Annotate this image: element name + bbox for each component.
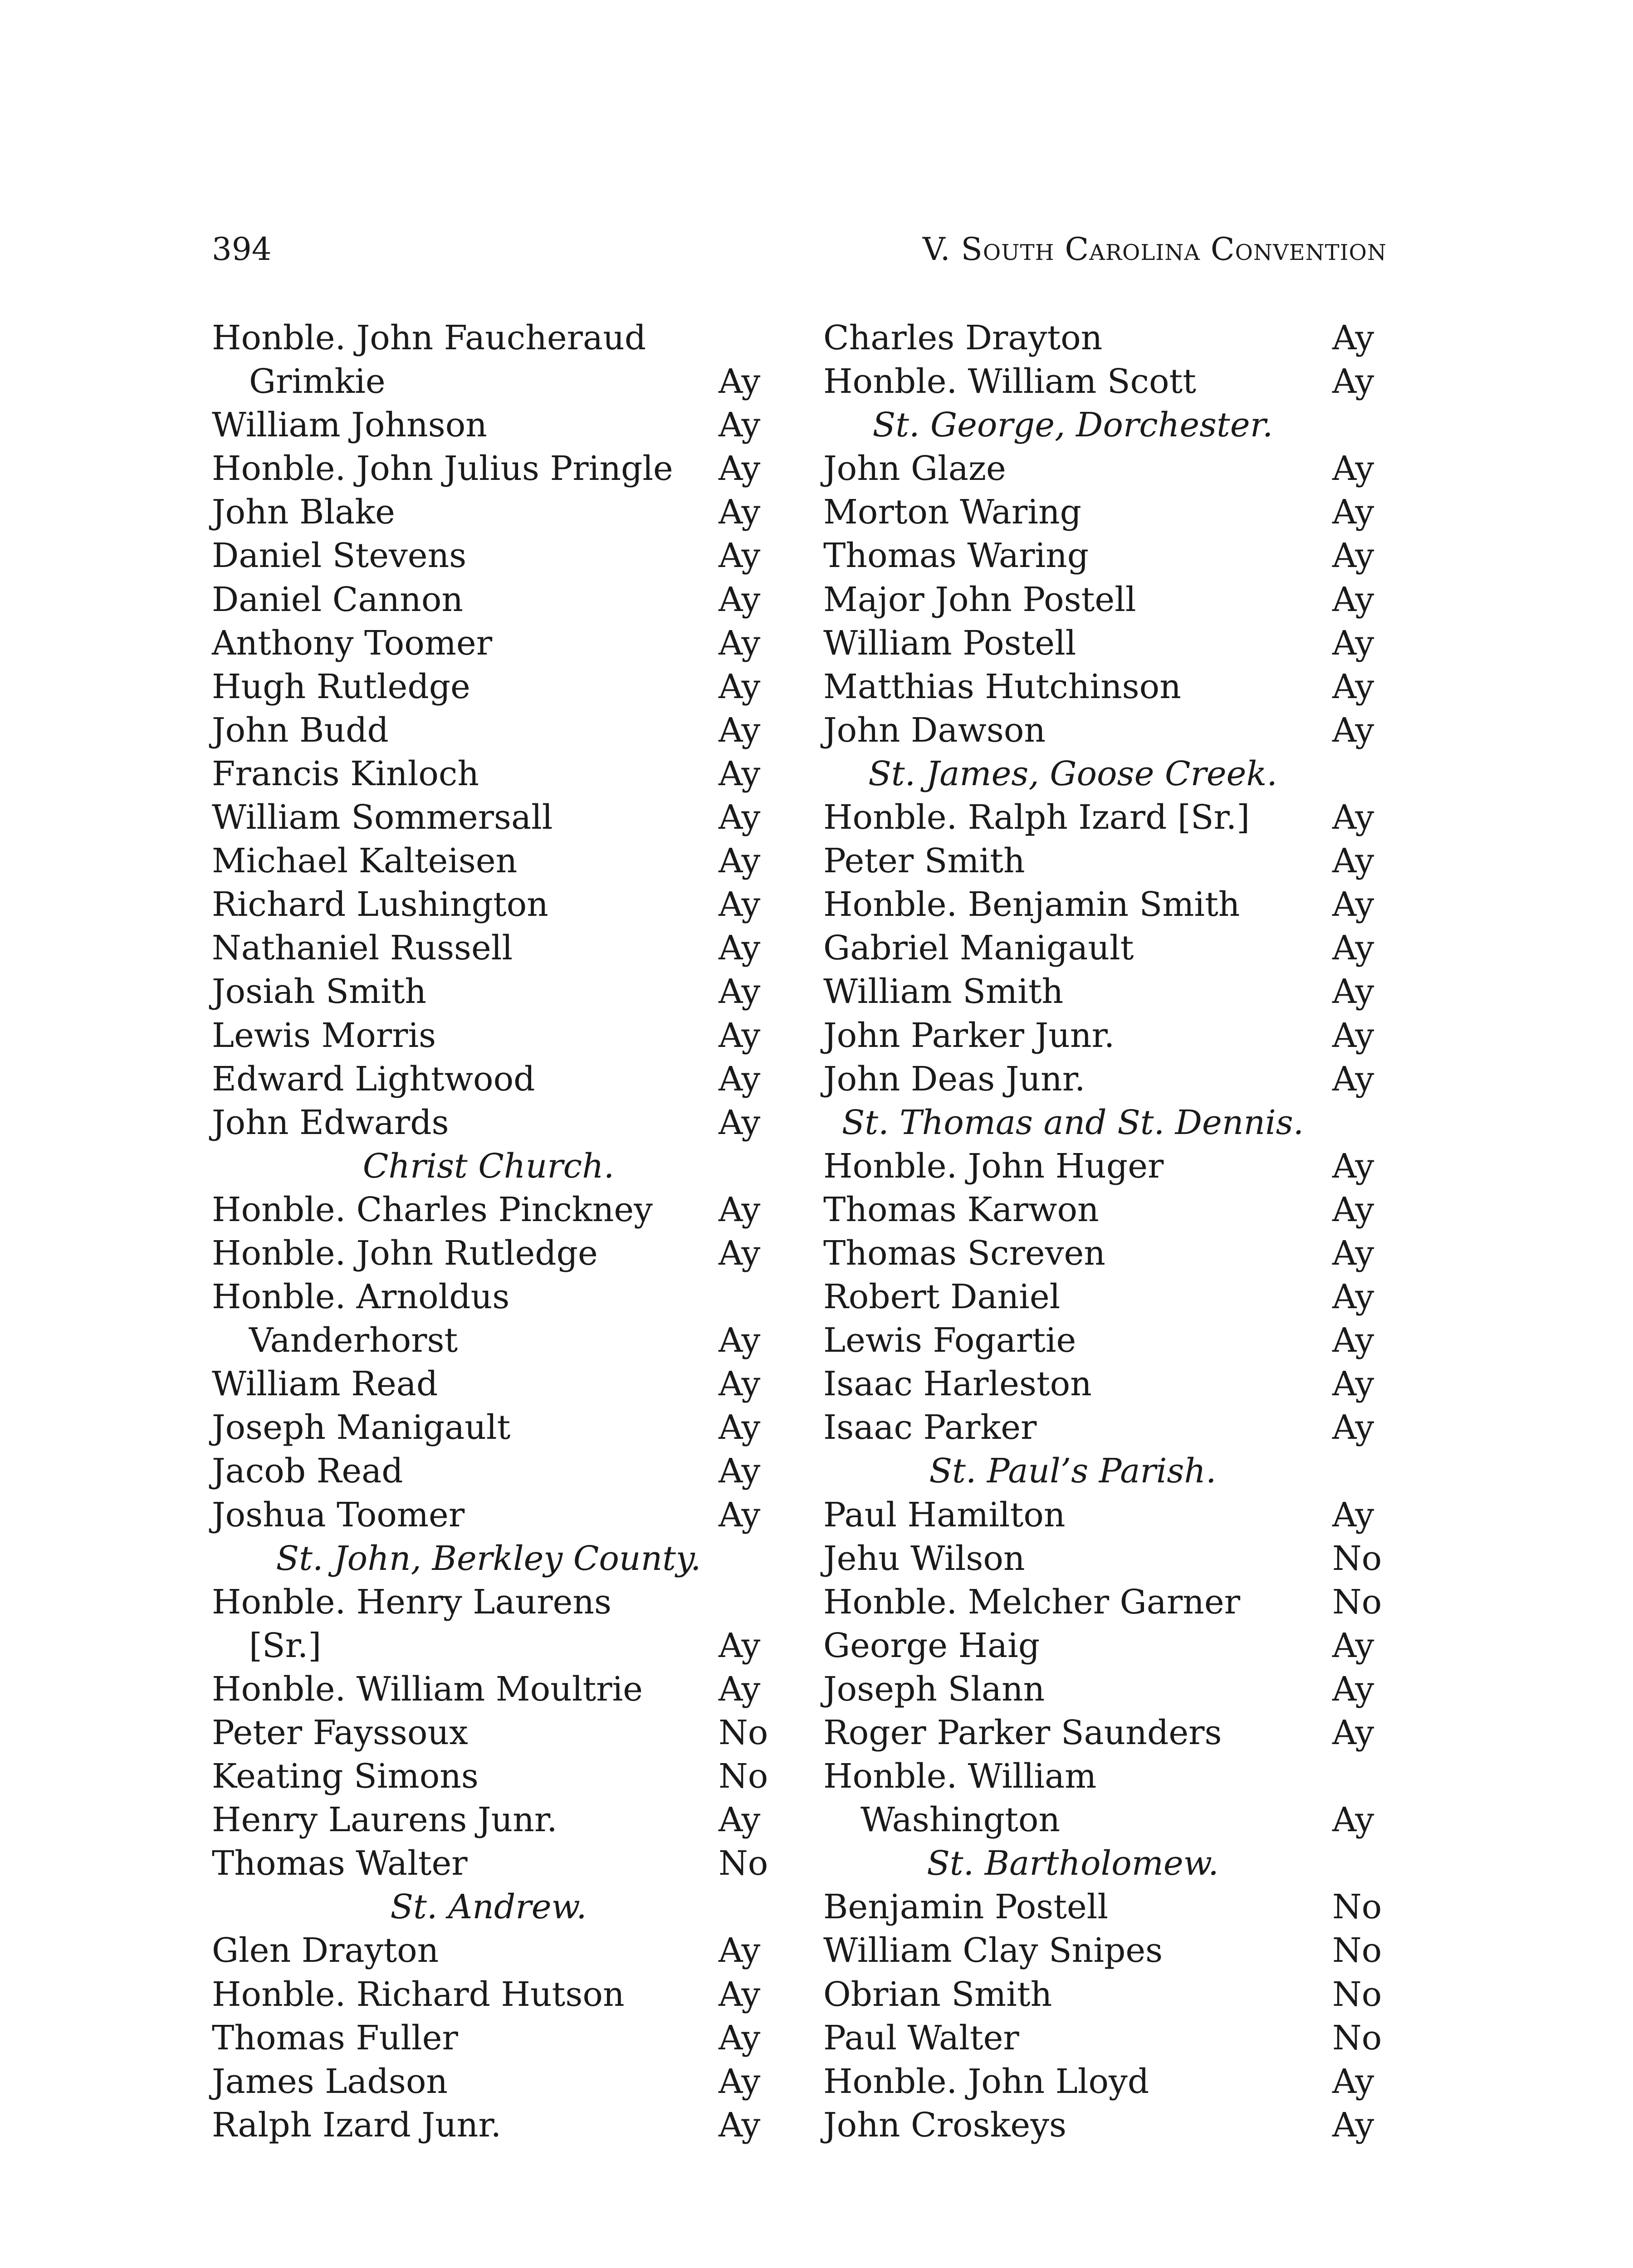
vote-entry	[823, 1493, 1381, 1537]
vote-entry	[212, 709, 770, 752]
vote-value: Ay	[1332, 885, 1374, 924]
member-name: Major John Postell	[823, 580, 1136, 619]
member-name: Peter Fayssoux	[212, 1713, 468, 1752]
vote-value: Ay	[719, 1495, 761, 1535]
vote-value: Ay	[719, 406, 761, 445]
right-column	[823, 316, 1381, 2147]
vote-entry	[212, 665, 770, 709]
vote-value: Ay	[719, 841, 761, 881]
vote-value: No	[719, 1844, 768, 1883]
member-name: Vanderhorst	[249, 1321, 458, 1360]
member-name: Honble. Richard Hutson	[212, 1975, 625, 2014]
member-name: John Dawson	[823, 710, 1046, 750]
vote-entry	[212, 1711, 770, 1755]
member-name: Honble. William Moultrie	[212, 1669, 643, 1709]
member-name: James Ladson	[212, 2062, 448, 2101]
vote-entry	[212, 578, 770, 621]
vote-value: Ay	[1332, 929, 1374, 968]
member-name: Charles Drayton	[823, 318, 1103, 357]
member-name: Washington	[861, 1800, 1061, 1840]
member-name: Lewis Fogartie	[823, 1321, 1076, 1360]
vote-entry	[823, 883, 1381, 926]
vote-value: Ay	[1332, 1626, 1374, 1665]
vote-value: Ay	[719, 1103, 761, 1142]
member-name: Honble. John Lloyd	[823, 2062, 1149, 2101]
vote-entry	[823, 1057, 1381, 1101]
vote-entry	[212, 1842, 770, 1885]
vote-value: No	[1332, 2018, 1382, 2058]
vote-value: Ay	[1332, 1408, 1374, 1447]
vote-value: Ay	[1332, 1016, 1374, 1055]
vote-entry	[212, 1493, 770, 1537]
vote-entry	[212, 2060, 770, 2103]
member-name: Honble. John Huger	[823, 1146, 1164, 1186]
vote-entry	[212, 752, 770, 796]
member-name: John Edwards	[212, 1103, 449, 1142]
member-name: Edward Lightwood	[212, 1059, 535, 1099]
section-heading: St. James, Goose Creek.	[868, 754, 1277, 793]
member-name: Daniel Cannon	[212, 580, 464, 619]
vote-entry	[212, 1014, 770, 1057]
member-name: Nathaniel Russell	[212, 929, 513, 968]
vote-value: Ay	[719, 1626, 761, 1665]
vote-value: Ay	[1332, 1233, 1374, 1273]
member-name: Isaac Parker	[823, 1408, 1037, 1447]
member-name: John Parker Junr.	[823, 1016, 1115, 1055]
vote-entry	[212, 621, 770, 665]
vote-value: Ay	[1332, 1800, 1374, 1840]
member-name: Francis Kinloch	[212, 754, 479, 793]
vote-entry	[212, 1755, 770, 1798]
member-name: John Croskeys	[823, 2105, 1066, 2145]
vote-value: Ay	[719, 580, 761, 619]
vote-entry	[212, 970, 770, 1013]
vote-value: Ay	[1332, 2105, 1374, 2145]
vote-entry	[823, 926, 1381, 970]
member-name: Grimkie	[249, 362, 386, 401]
vote-value: No	[719, 1713, 768, 1752]
member-name: William Clay Snipes	[823, 1931, 1163, 1970]
vote-value: Ay	[1332, 798, 1374, 837]
section-heading: Christ Church.	[362, 1146, 615, 1186]
vote-value: Ay	[1332, 1146, 1374, 1186]
vote-entry	[212, 1580, 770, 1624]
vote-entry	[823, 1711, 1381, 1755]
member-name: Joseph Slann	[823, 1669, 1045, 1709]
member-name: Obrian Smith	[823, 1975, 1052, 2014]
vote-value: No	[719, 1757, 768, 1796]
member-name: Honble. William Scott	[823, 362, 1197, 401]
vote-entry	[212, 796, 770, 839]
vote-entry	[823, 1755, 1381, 1798]
vote-entry	[823, 534, 1381, 577]
vote-entry	[212, 2016, 770, 2060]
vote-value: Ay	[1332, 362, 1374, 401]
vote-value: Ay	[719, 1059, 761, 1099]
vote-entry	[212, 926, 770, 970]
vote-value: Ay	[1332, 318, 1374, 357]
vote-value: Ay	[1332, 1364, 1374, 1404]
member-name: Morton Waring	[823, 493, 1081, 532]
vote-entry	[823, 447, 1381, 490]
vote-value: Ay	[1332, 1495, 1374, 1535]
vote-value: No	[1332, 1887, 1382, 1927]
section-heading: St. Thomas and St. Dennis.	[841, 1103, 1304, 1142]
vote-entry	[823, 839, 1381, 883]
member-name: Roger Parker Saunders	[823, 1713, 1222, 1752]
member-name: Honble. Arnoldus	[212, 1277, 510, 1317]
member-name: Paul Walter	[823, 2018, 1019, 2058]
vote-value: Ay	[719, 1016, 761, 1055]
vote-entry	[212, 1667, 770, 1711]
vote-entry	[823, 1929, 1381, 1972]
vote-value: Ay	[1332, 1669, 1374, 1709]
member-name: Thomas Fuller	[212, 2018, 458, 2058]
vote-entry	[823, 1973, 1381, 2016]
vote-entry	[823, 490, 1381, 534]
member-name: Honble. William	[823, 1757, 1097, 1796]
member-name: Ralph Izard Junr.	[212, 2105, 502, 2145]
vote-entry	[823, 2060, 1381, 2103]
section-heading: St. John, Berkley County.	[276, 1539, 701, 1578]
vote-value: Ay	[1332, 2062, 1374, 2101]
vote-entry	[823, 1188, 1381, 1232]
section-heading: St. Paul’s Parish.	[929, 1452, 1217, 1491]
member-name: Joshua Toomer	[212, 1495, 465, 1535]
page-header	[212, 227, 1387, 272]
member-name: Michael Kalteisen	[212, 841, 518, 881]
member-name: Honble. Melcher Garner	[823, 1582, 1241, 1622]
vote-entry	[212, 1449, 770, 1493]
section-heading: St. Bartholomew.	[927, 1844, 1219, 1883]
vote-entry	[823, 1014, 1381, 1057]
vote-entry	[823, 1275, 1381, 1319]
vote-entry	[823, 1537, 1381, 1580]
vote-entry	[823, 1667, 1381, 1711]
member-name: Daniel Stevens	[212, 536, 467, 576]
section-heading: St. George, Dorchester.	[872, 406, 1273, 445]
vote-value: Ay	[719, 2018, 761, 2058]
vote-entry	[823, 709, 1381, 752]
member-name: Gabriel Manigault	[823, 929, 1134, 968]
member-name: William Postell	[823, 623, 1076, 663]
vote-entry	[212, 1101, 770, 1144]
member-name: Matthias Hutchinson	[823, 667, 1181, 706]
vote-value: Ay	[719, 885, 761, 924]
vote-value: Ay	[719, 1931, 761, 1970]
vote-entry-continuation	[823, 1798, 1381, 1842]
vote-entry	[212, 1929, 770, 1972]
vote-value: Ay	[719, 1975, 761, 2014]
running-head: V. South Carolina Convention	[922, 231, 1387, 268]
vote-value: Ay	[719, 1321, 761, 1360]
vote-entry	[823, 1406, 1381, 1449]
vote-entry	[823, 360, 1381, 403]
vote-value: Ay	[719, 362, 761, 401]
vote-value: Ay	[1332, 1321, 1374, 1360]
vote-entry	[212, 447, 770, 490]
member-name: Thomas Screven	[823, 1233, 1105, 1273]
member-name: Benjamin Postell	[823, 1887, 1109, 1927]
member-name: John Blake	[212, 493, 395, 532]
vote-value: Ay	[1332, 493, 1374, 532]
vote-value: No	[1332, 1931, 1382, 1970]
member-name: William Read	[212, 1364, 438, 1404]
vote-entry-continuation	[212, 1624, 770, 1667]
member-name: Lewis Morris	[212, 1016, 436, 1055]
vote-entry	[212, 1362, 770, 1406]
member-name: Honble. John Rutledge	[212, 1233, 598, 1273]
member-name: Anthony Toomer	[212, 623, 493, 663]
vote-entry	[823, 621, 1381, 665]
member-name: Jehu Wilson	[823, 1539, 1025, 1578]
vote-value: Ay	[1332, 1713, 1374, 1752]
member-name: William Smith	[823, 972, 1064, 1012]
member-name: Henry Laurens Junr.	[212, 1800, 557, 1840]
member-name: Thomas Karwon	[823, 1190, 1099, 1229]
page-number: 394	[212, 231, 272, 268]
vote-entry	[212, 839, 770, 883]
vote-value: Ay	[1332, 449, 1374, 489]
vote-entry	[212, 1406, 770, 1449]
member-name: Honble. John Julius Pringle	[212, 449, 673, 489]
member-name: Hugh Rutledge	[212, 667, 470, 706]
vote-value: Ay	[719, 1190, 761, 1229]
vote-entry	[212, 1973, 770, 2016]
member-name: Honble. Charles Pinckney	[212, 1190, 653, 1229]
vote-value: Ay	[719, 493, 761, 532]
vote-value: Ay	[719, 972, 761, 1012]
vote-value: Ay	[719, 1452, 761, 1491]
vote-value: No	[1332, 1539, 1382, 1578]
member-name: John Glaze	[823, 449, 1006, 489]
vote-entry	[823, 1580, 1381, 1624]
vote-entry-continuation	[212, 1319, 770, 1362]
vote-entry	[212, 534, 770, 577]
vote-entry	[212, 1188, 770, 1232]
member-name: John Budd	[212, 710, 389, 750]
member-name: Honble. Ralph Izard [Sr.]	[823, 798, 1250, 837]
vote-entry	[212, 1057, 770, 1101]
vote-entry	[823, 970, 1381, 1013]
member-name: Thomas Waring	[823, 536, 1089, 576]
vote-value: Ay	[719, 2105, 761, 2145]
vote-value: Ay	[1332, 1277, 1374, 1317]
vote-value: Ay	[1332, 1190, 1374, 1229]
vote-entry	[212, 883, 770, 926]
vote-value: No	[1332, 1975, 1382, 2014]
vote-value: Ay	[719, 1364, 761, 1404]
vote-entry	[823, 1362, 1381, 1406]
vote-entry	[823, 2103, 1381, 2147]
member-name: Peter Smith	[823, 841, 1025, 881]
member-name: Honble. Henry Laurens	[212, 1582, 612, 1622]
member-name: Robert Daniel	[823, 1277, 1061, 1317]
vote-value: Ay	[719, 754, 761, 793]
vote-entry	[212, 1232, 770, 1275]
vote-value: Ay	[719, 798, 761, 837]
vote-entry	[823, 2016, 1381, 2060]
vote-value: Ay	[1332, 841, 1374, 881]
vote-entry	[823, 1144, 1381, 1188]
vote-value: Ay	[1332, 580, 1374, 619]
member-name: Richard Lushington	[212, 885, 548, 924]
member-name: Honble. Benjamin Smith	[823, 885, 1240, 924]
vote-entry	[823, 316, 1381, 360]
vote-value: Ay	[1332, 972, 1374, 1012]
member-name: Honble. John Faucheraud	[212, 318, 646, 357]
member-name: [Sr.]	[249, 1626, 322, 1665]
vote-value: Ay	[719, 536, 761, 576]
vote-entry-continuation	[212, 360, 770, 403]
member-name: Glen Drayton	[212, 1931, 439, 1970]
vote-entry	[212, 1798, 770, 1842]
member-name: George Haig	[823, 1626, 1040, 1665]
vote-entry	[823, 1624, 1381, 1667]
vote-value: Ay	[719, 2062, 761, 2101]
vote-value: Ay	[1332, 667, 1374, 706]
member-name: Keating Simons	[212, 1757, 479, 1796]
member-name: Jacob Read	[212, 1452, 403, 1491]
vote-value: Ay	[1332, 623, 1374, 663]
vote-entry	[823, 1232, 1381, 1275]
vote-value: Ay	[719, 449, 761, 489]
member-name: William Sommersall	[212, 798, 553, 837]
left-column	[212, 316, 770, 2147]
vote-entry	[212, 403, 770, 447]
vote-value: Ay	[719, 710, 761, 750]
vote-value: Ay	[719, 1669, 761, 1709]
vote-entry	[212, 316, 770, 360]
vote-entry	[823, 665, 1381, 709]
member-name: Paul Hamilton	[823, 1495, 1066, 1535]
vote-value: No	[1332, 1582, 1382, 1622]
vote-value: Ay	[719, 1800, 761, 1840]
vote-entry	[212, 490, 770, 534]
member-name: Thomas Walter	[212, 1844, 468, 1883]
member-name: Isaac Harleston	[823, 1364, 1092, 1404]
vote-entry	[823, 796, 1381, 839]
section-heading: St. Andrew.	[390, 1887, 587, 1927]
vote-value: Ay	[1332, 1059, 1374, 1099]
vote-entry	[212, 2103, 770, 2147]
vote-value: Ay	[1332, 710, 1374, 750]
vote-value: Ay	[719, 623, 761, 663]
vote-value: Ay	[719, 1408, 761, 1447]
member-name: Joseph Manigault	[212, 1408, 511, 1447]
vote-entry	[823, 1885, 1381, 1929]
vote-value: Ay	[719, 667, 761, 706]
vote-entry	[212, 1275, 770, 1319]
vote-value: Ay	[719, 929, 761, 968]
member-name: William Johnson	[212, 406, 487, 445]
member-name: Josiah Smith	[212, 972, 427, 1012]
member-name: John Deas Junr.	[823, 1059, 1085, 1099]
vote-entry	[823, 1319, 1381, 1362]
vote-value: Ay	[1332, 536, 1374, 576]
vote-entry	[823, 578, 1381, 621]
vote-value: Ay	[719, 1233, 761, 1273]
